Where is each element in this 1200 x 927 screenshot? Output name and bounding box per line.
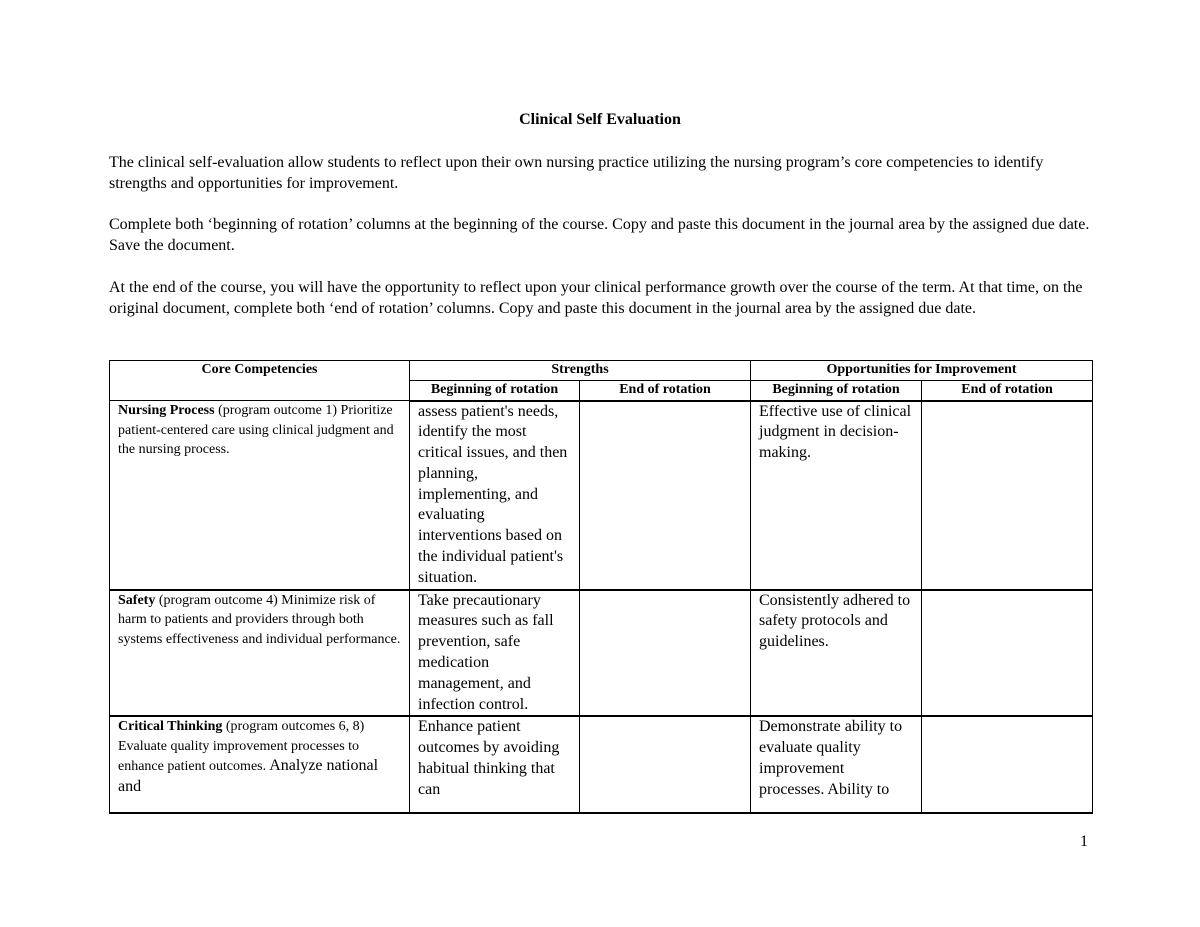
core-competencies-header: Core Competencies — [110, 361, 410, 401]
competency-description: (program outcome 1) Prioritize patient-centered care using clinical judgment and the nursing process. — [118, 403, 394, 457]
strengths-end-cell[interactable] — [580, 401, 751, 590]
competency-cell — [110, 590, 410, 717]
strengths-beginning-cell[interactable]: assess patient's needs, identify the most critical issues, and then planning, implementing, and evaluating interventions based on the individual patient's situation. — [410, 401, 580, 590]
opportunities-end-header: End of rotation — [922, 381, 1093, 401]
competency-name: Nursing Process — [118, 403, 215, 418]
strengths-end-cell[interactable] — [580, 716, 751, 813]
table-row — [110, 590, 1093, 717]
table-row — [110, 716, 1093, 813]
opportunities-beginning-cell[interactable]: Consistently adhered to safety protocols and guidelines. — [751, 590, 922, 717]
competency-description-continued: Analyze national and — [118, 757, 379, 795]
competency-name: Safety — [118, 592, 156, 608]
strengths-header: Strengths — [410, 361, 751, 381]
document-title: Clinical Self Evaluation — [519, 111, 681, 128]
competency-cell — [110, 716, 410, 813]
end-of-course-paragraph: At the end of the course, you will have the opportunity to reflect upon your clinical performance growth over the course of the term. At that time, on the original document, complete both ‘end of rotation’ columns. Copy and paste this document in the journal area by the assigned due date. — [109, 279, 1083, 317]
strengths-beginning-cell[interactable]: Enhance patient outcomes by avoiding habitual thinking that can — [410, 716, 580, 813]
opportunities-end-cell[interactable] — [922, 590, 1093, 717]
competency-cell — [110, 401, 410, 590]
competency-table — [109, 360, 1093, 814]
strengths-end-cell[interactable] — [580, 590, 751, 717]
table-row — [110, 401, 1093, 590]
opportunities-header: Opportunities for Improvement — [751, 361, 1093, 381]
competency-description: (program outcomes 6, 8) Evaluate quality improvement processes to enhance patient outcomes. — [118, 719, 365, 775]
competency-description: (program outcome 4) Minimize risk of harm to patients and providers through both systems effectiveness and individual performance. — [118, 592, 401, 647]
opportunities-beginning-cell[interactable]: Demonstrate ability to evaluate quality improvement processes. Ability to — [751, 716, 922, 813]
strengths-beginning-cell[interactable]: Take precautionary measures such as fall prevention, safe medication management, and infection control. — [410, 590, 580, 717]
opportunities-beginning-cell[interactable]: Effective use of clinical judgment in decision-making. — [751, 401, 922, 590]
competency-name: Critical Thinking — [118, 719, 223, 735]
instructions-paragraph: Complete both ‘beginning of rotation’ columns at the beginning of the course. Copy and paste this document in the journal area by the assigned due date. Save the document. — [109, 216, 1090, 254]
strengths-beginning-header: Beginning of rotation — [410, 381, 580, 401]
opportunities-beginning-header: Beginning of rotation — [751, 381, 922, 401]
opportunities-end-cell[interactable] — [922, 401, 1093, 590]
intro-paragraph: The clinical self-evaluation allow students to reflect upon their own nursing practice utilizing the nursing program’s core competencies to identify strengths and opportunities for improvement. — [109, 154, 1044, 192]
page-number: 1 — [1080, 833, 1088, 850]
strengths-end-header: End of rotation — [580, 381, 751, 401]
opportunities-end-cell[interactable] — [922, 716, 1093, 813]
